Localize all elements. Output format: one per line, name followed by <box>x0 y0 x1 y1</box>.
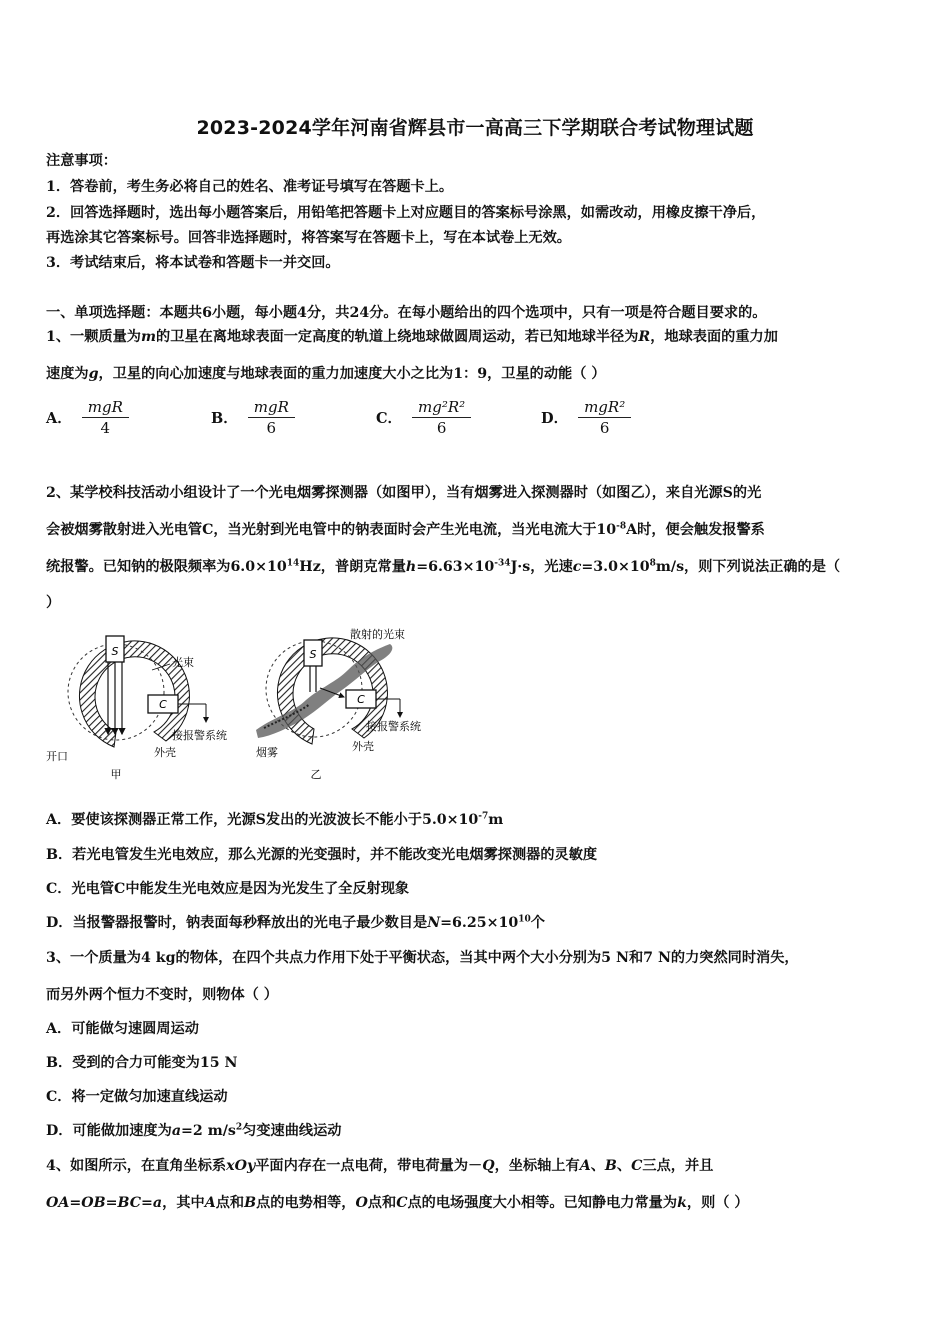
shell-label: 外壳 <box>352 740 374 753</box>
alarm-label: 接报警系统 <box>172 729 227 742</box>
caption-jia: 甲 <box>110 768 122 781</box>
q2-line: 2、某学校科技活动小组设计了一个光电烟雾探测器（如图甲），当有烟雾进入探测器时（如图乙），来自光源S的光 <box>46 485 762 501</box>
section-heading: 一、单项选择题：本题共6小题，每小题4分，共24分。在每小题给出的四个选项中，只有一项是符合题目要求的。 <box>46 305 767 321</box>
q2-line: 统报警。已知钠的极限频率为$6.0\times 10^{14}Hz$，普朗克常量$h=6.63\times 10^{-34}J\cdot s$，光速$c=3.0\times 10^8m/s$，则下列说法正确的是（ <box>46 558 841 575</box>
page-title: 2023-2024学年河南省辉县市一高高三下学期联合考试物理试题 <box>196 117 754 139</box>
beam-label: 光束 <box>172 656 194 669</box>
q2-option-c[interactable]: C．光电管C中能发生光电效应是因为光发生了全反射现象 <box>46 881 410 897</box>
shell-label: 外壳 <box>154 746 176 759</box>
photocell-label: C <box>357 693 365 706</box>
q4-line: 4、如图所示，在直角坐标系xOy平面内存在一点电荷，带电荷量为－Q，坐标轴上有A、B、C三点，并且 <box>46 1158 714 1174</box>
q1-option-d[interactable]: D． $\frac{\text{mgR²}}{6}$ <box>541 398 631 437</box>
figure-yi <box>256 627 421 781</box>
source-label: S <box>309 648 317 661</box>
alarm-label: 接报警系统 <box>366 720 421 733</box>
source-label: S <box>111 645 119 658</box>
q3-option-a[interactable]: A．可能做匀速圆周运动 <box>46 1021 199 1037</box>
notice-item: 1．答卷前，考生务必将自己的姓名、准考证号填写在答题卡上。 <box>46 179 454 195</box>
notice-heading: 注意事项： <box>46 153 117 169</box>
q1-option-a[interactable]: A． $\frac{\text{mgR}}{4}$ <box>46 398 129 437</box>
q1-line: 1、一颗质量为m的卫星在离地球表面一定高度的轨道上绕地球做圆周运动，若已知地球半径为R，地球表面的重力加 <box>46 329 778 345</box>
q2-line: 会被烟雾散射进入光电管C，当光射到光电管中的钠表面时会产生光电流，当光电流大于$10^{-8}A$时，便会触发报警系 <box>46 521 765 538</box>
notice-item: 2．回答选择题时，选出每小题答案后，用铅笔把答题卡上对应题目的答案标号涂黑，如需改动，用橡皮擦干净后， <box>46 205 766 221</box>
notice-item: 再选涂其它答案标号。回答非选择题时，将答案写在答题卡上，写在本试卷上无效。 <box>46 230 571 246</box>
figure-jia <box>46 636 227 781</box>
q3-option-b[interactable]: B．受到的合力可能变为15 N <box>46 1055 238 1071</box>
fraction: $\frac{\text{mg²R²}}{6}$ <box>412 398 471 437</box>
photocell-label: C <box>159 698 167 711</box>
q4-line: OA=OB=BC=a，其中A点和B点的电势相等，O点和C点的电场强度大小相等。已知静电力常量为k，则（ ） <box>46 1195 749 1211</box>
q3-line: 而另外两个恒力不变时，则物体（ ） <box>46 987 278 1003</box>
fraction: $\frac{\text{mgR}}{6}$ <box>248 398 295 437</box>
q2-option-b[interactable]: B．若光电管发生光电效应，那么光源的光变强时，并不能改变光电烟雾探测器的灵敏度 <box>46 847 598 863</box>
q3-option-d[interactable]: D．可能做加速度为a=2 $m/s^2$匀变速曲线运动 <box>46 1122 342 1139</box>
fraction: $\frac{\text{mgR²}}{6}$ <box>578 398 631 437</box>
opening-label: 开口 <box>46 750 68 763</box>
smoke-label: 烟雾 <box>256 746 278 759</box>
q3-line: 3、一个质量为4 kg的物体，在四个共点力作用下处于平衡状态，当其中两个大小分别为5 N和7 N的力突然同时消失， <box>46 950 799 966</box>
notice-item: 3．考试结束后，将本试卷和答题卡一并交回。 <box>46 255 340 271</box>
q2-line: ） <box>46 595 61 611</box>
q1-line: 速度为g，卫星的向心加速度与地球表面的重力加速度大小之比为1：9，卫星的动能（ ） <box>46 366 606 382</box>
q2-option-d[interactable]: D．当报警器报警时，钠表面每秒释放出的光电子最少数目是$N=6.25\times 10^{10}$个 <box>46 914 545 931</box>
q1-option-b[interactable]: B． $\frac{\text{mgR}}{6}$ <box>211 398 295 437</box>
q3-option-c[interactable]: C．将一定做匀加速直线运动 <box>46 1089 228 1105</box>
q2-option-a[interactable]: A．要使该探测器正常工作，光源S发出的光波波长不能小于$5.0\times 10^{-7}m$ <box>46 811 504 828</box>
fraction: $\frac{\text{mgR}}{4}$ <box>82 398 129 437</box>
smoke-detector-figure <box>44 622 444 787</box>
q1-option-c[interactable]: C． $\frac{\text{mg²R²}}{6}$ <box>376 398 471 437</box>
caption-yi: 乙 <box>310 768 322 781</box>
scattered-beam-label: 散射的光束 <box>350 628 405 641</box>
